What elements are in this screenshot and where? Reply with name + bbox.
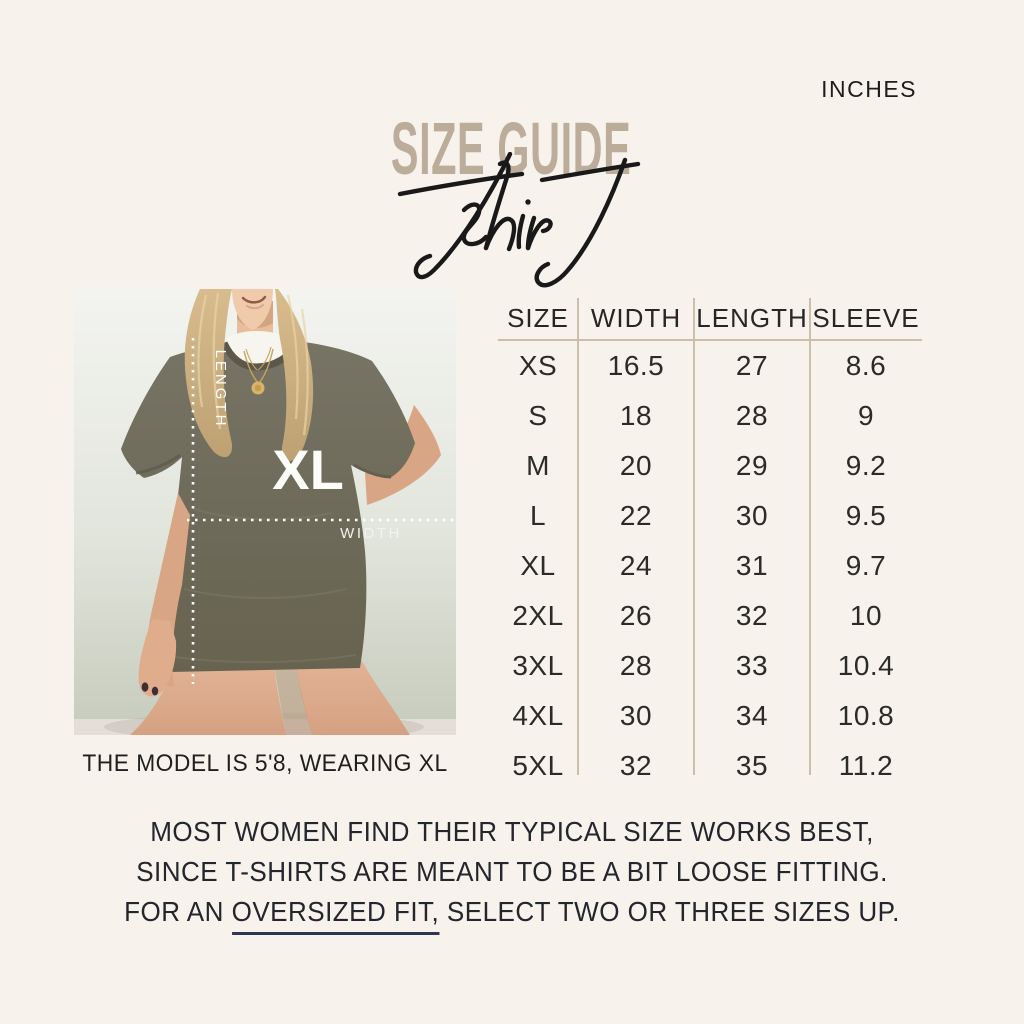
table-cell-sleeve: 10.4 (837, 650, 895, 681)
table-cell-width: 16.5 (607, 350, 665, 381)
script-letter-s (464, 205, 486, 245)
table-cell-length: 30 (735, 500, 769, 531)
table-cell-width: 28 (619, 650, 653, 681)
table-cell-width: 32 (619, 750, 653, 781)
table-cell-width: 22 (619, 500, 653, 531)
script-letter-h-bowl (486, 219, 514, 249)
tshirt-script-word (372, 152, 664, 304)
fit-note-line1: MOST WOMEN FIND THEIR TYPICAL SIZE WORKS BEST, (150, 816, 874, 847)
col-header-width: WIDTH (590, 303, 682, 333)
table-cell-length: 29 (735, 450, 769, 481)
model-caption: THE MODEL IS 5'8, WEARING XL (82, 750, 448, 777)
oversized-fit-underlined: OVERSIZED FIT, (232, 896, 440, 935)
col-header-size: SIZE (507, 303, 569, 333)
script-letter-i (519, 216, 523, 247)
width-axis-label: WIDTH (340, 525, 402, 542)
length-axis-label: LENGTH (212, 349, 229, 429)
table-cell-length: 31 (735, 550, 769, 581)
table-cell-size: 3XL (512, 650, 564, 681)
table-cell-sleeve: 9.5 (845, 500, 887, 531)
col-header-length: LENGTH (696, 303, 808, 333)
table-cell-width: 24 (619, 550, 653, 581)
table-column-divider (809, 298, 811, 775)
table-cell-size: 4XL (512, 700, 564, 731)
table-cell-sleeve: 9.7 (845, 550, 887, 581)
table-cell-width: 18 (619, 400, 653, 431)
table-cell-sleeve: 8.6 (845, 350, 887, 381)
units-label: INCHES (821, 76, 917, 102)
model-photo (74, 289, 456, 735)
shirt-size-label: XL (272, 438, 344, 501)
table-cell-size: M (526, 450, 550, 481)
table-cell-width: 20 (619, 450, 653, 481)
table-cell-length: 28 (735, 400, 769, 431)
table-cell-sleeve: 10 (849, 600, 883, 631)
table-cell-sleeve: 11.2 (838, 750, 894, 781)
col-header-sleeve: SLEEVE (812, 303, 920, 333)
table-cell-size: XS (518, 350, 558, 381)
table-cell-size: L (529, 500, 547, 531)
table-cell-size: XL (520, 550, 556, 581)
fit-note-line3 (36, 892, 988, 932)
table-cell-width: 30 (619, 700, 653, 731)
table-cell-sleeve: 10.8 (837, 700, 895, 731)
fit-note-line2: SINCE T-SHIRTS ARE MEANT TO BE A BIT LOOSE FITTING. (136, 856, 888, 887)
script-i-dot (525, 199, 530, 204)
table-cell-length: 33 (735, 650, 769, 681)
fit-note-line3-suffix: SELECT TWO OR THREE SIZES UP. (439, 896, 900, 927)
size-table (498, 296, 922, 791)
table-cell-size: S (528, 400, 548, 431)
table-cell-width: 26 (619, 600, 653, 631)
table-cell-sleeve: 9.2 (845, 450, 887, 481)
table-cell-length: 32 (735, 600, 769, 631)
table-cell-length: 34 (735, 700, 769, 731)
table-column-divider (577, 298, 579, 775)
table-cell-size: 5XL (512, 750, 564, 781)
page-title: SIZE GUIDE (390, 107, 632, 190)
table-column-divider (693, 298, 695, 775)
table-cell-size: 2XL (512, 600, 564, 631)
table-cell-sleeve: 9 (857, 400, 875, 431)
tshirt-script-drawing (372, 152, 664, 304)
table-cell-length: 35 (735, 750, 769, 781)
table-cell-length: 27 (735, 350, 769, 381)
table-header-rule (498, 339, 922, 341)
fit-note (36, 812, 988, 932)
model-photo-illustration (74, 289, 456, 735)
fit-note-line3-prefix: FOR AN (124, 896, 232, 927)
